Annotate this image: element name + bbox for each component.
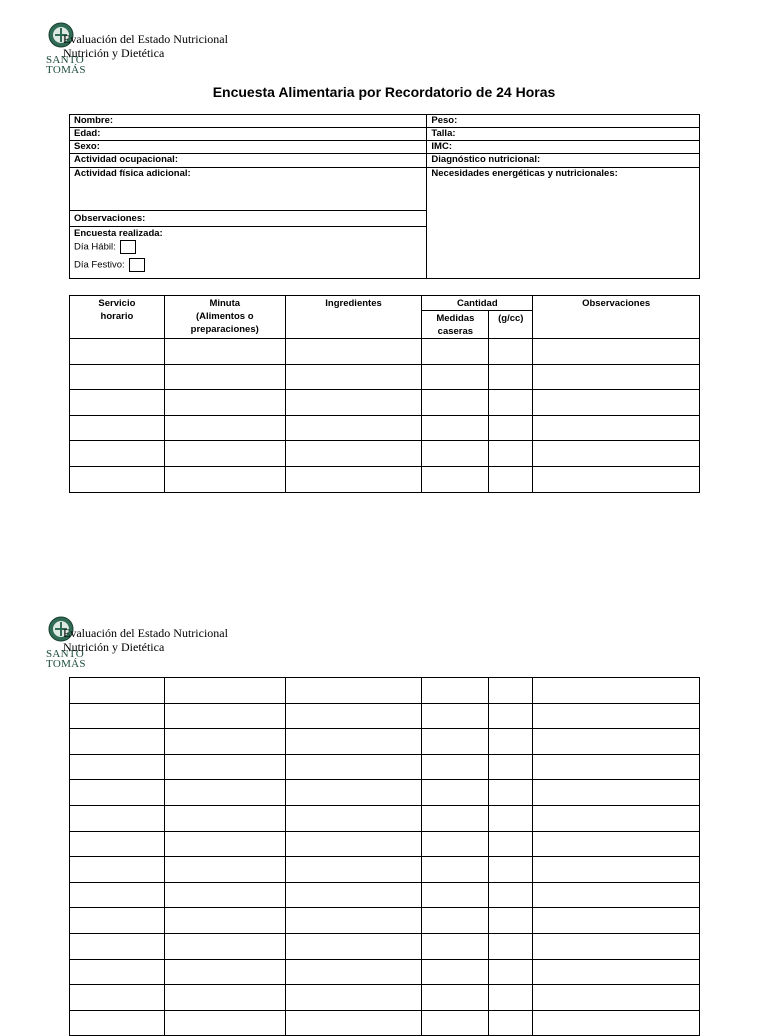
minuta-cell[interactable] <box>164 908 285 934</box>
medidas-cell[interactable] <box>422 908 489 934</box>
servicio-cell[interactable] <box>70 805 165 831</box>
observaciones-cell[interactable] <box>533 959 700 985</box>
logo-text-line2: TOMÁS <box>46 64 86 76</box>
observaciones-cell[interactable] <box>533 703 700 729</box>
observaciones-cell[interactable] <box>533 339 700 365</box>
servicio-cell[interactable] <box>70 959 165 985</box>
table-row <box>70 959 700 985</box>
ingredientes-cell[interactable] <box>285 1010 422 1036</box>
document-title: Encuesta Alimentaria por Recordatorio de 24 Horas <box>212 84 556 100</box>
medidas-cell[interactable] <box>422 882 489 908</box>
medidas-cell[interactable] <box>422 729 489 755</box>
servicio-cell[interactable] <box>70 364 165 390</box>
logo-text-line1: SANTO <box>46 648 84 660</box>
gcc-header: (g/cc) <box>489 311 533 339</box>
observaciones-cell[interactable] <box>533 441 700 467</box>
gcc-cell[interactable] <box>489 339 533 365</box>
observaciones-cell[interactable] <box>533 1010 700 1036</box>
intake-table-page2 <box>69 677 700 1036</box>
gcc-cell[interactable] <box>489 780 533 806</box>
gcc-cell[interactable] <box>489 1010 533 1036</box>
medidas-cell[interactable] <box>422 390 489 416</box>
gcc-cell[interactable] <box>489 754 533 780</box>
table-row <box>70 933 700 959</box>
servicio-cell[interactable] <box>70 703 165 729</box>
observaciones-cell[interactable] <box>533 857 700 883</box>
servicio-cell[interactable] <box>70 754 165 780</box>
ingredientes-cell[interactable] <box>285 466 422 492</box>
table-row <box>70 754 700 780</box>
intake-rows-page2 <box>70 678 700 1036</box>
minuta-cell[interactable] <box>164 780 285 806</box>
minuta-cell[interactable] <box>164 703 285 729</box>
servicio-cell[interactable] <box>70 780 165 806</box>
servicio-cell[interactable] <box>70 933 165 959</box>
institution-line1: Evaluación del Estado Nutricional <box>63 626 228 640</box>
logo-text-line1: SANTO <box>46 54 84 66</box>
medidas-cell[interactable] <box>422 780 489 806</box>
ingredientes-cell[interactable] <box>285 805 422 831</box>
servicio-cell[interactable] <box>70 729 165 755</box>
dia-festivo-label: Día Festivo: <box>74 259 125 271</box>
ingredientes-cell[interactable] <box>285 729 422 755</box>
minuta-cell[interactable] <box>164 678 285 704</box>
page2-header <box>46 616 306 668</box>
servicio-cell[interactable] <box>70 882 165 908</box>
medidas-cell[interactable] <box>422 678 489 704</box>
edad-field[interactable]: Edad: <box>70 128 427 141</box>
ingredientes-cell[interactable] <box>285 933 422 959</box>
intake-table-page1 <box>69 295 700 493</box>
institution-line2: Nutrición y Dietética <box>63 640 165 654</box>
servicio-cell[interactable] <box>70 857 165 883</box>
sexo-field[interactable]: Sexo: <box>70 141 427 154</box>
ingredientes-cell[interactable] <box>285 908 422 934</box>
minuta-cell[interactable] <box>164 390 285 416</box>
minuta-cell[interactable] <box>164 959 285 985</box>
ingredientes-cell[interactable] <box>285 390 422 416</box>
medidas-cell[interactable] <box>422 959 489 985</box>
minuta-cell[interactable] <box>164 882 285 908</box>
institution-line1: Evaluación del Estado Nutricional <box>63 32 228 46</box>
cantidad-header: Cantidad <box>422 296 533 311</box>
observaciones-header: Observaciones <box>533 296 700 339</box>
medidas-cell[interactable] <box>422 364 489 390</box>
observaciones-cell[interactable] <box>533 390 700 416</box>
minuta-cell[interactable] <box>164 339 285 365</box>
medidas-cell[interactable] <box>422 441 489 467</box>
medidas-cell[interactable] <box>422 831 489 857</box>
gcc-cell[interactable] <box>489 364 533 390</box>
gcc-cell[interactable] <box>489 466 533 492</box>
peso-field[interactable]: Peso: <box>427 115 700 128</box>
medidas-cell[interactable] <box>422 933 489 959</box>
table-row <box>70 415 700 441</box>
table-row <box>70 985 700 1011</box>
gcc-cell[interactable] <box>489 390 533 416</box>
observaciones-cell[interactable] <box>533 933 700 959</box>
gcc-cell[interactable] <box>489 882 533 908</box>
medidas-cell[interactable] <box>422 805 489 831</box>
ingredientes-cell[interactable] <box>285 441 422 467</box>
medidas-cell[interactable] <box>422 466 489 492</box>
table-row <box>70 364 700 390</box>
minuta-cell[interactable] <box>164 933 285 959</box>
nombre-field[interactable]: Nombre: <box>70 115 427 128</box>
gcc-cell[interactable] <box>489 415 533 441</box>
servicio-cell[interactable] <box>70 908 165 934</box>
medidas-cell[interactable] <box>422 703 489 729</box>
actividad-fisica-field[interactable]: Actividad física adicional: <box>70 168 427 211</box>
gcc-cell[interactable] <box>489 729 533 755</box>
minuta-cell[interactable] <box>164 1010 285 1036</box>
logo-text-line2: TOMÁS <box>46 658 86 670</box>
dia-habil-label: Día Hábil: <box>74 241 116 253</box>
minuta-cell[interactable] <box>164 754 285 780</box>
minuta-cell[interactable] <box>164 441 285 467</box>
medidas-cell[interactable] <box>422 415 489 441</box>
observaciones-cell[interactable] <box>533 466 700 492</box>
observaciones-cell[interactable] <box>533 754 700 780</box>
minuta-cell[interactable] <box>164 831 285 857</box>
intake-rows-page1 <box>70 339 700 493</box>
ingredientes-cell[interactable] <box>285 364 422 390</box>
table-row <box>70 441 700 467</box>
ingredientes-cell[interactable] <box>285 985 422 1011</box>
actividad-ocupacional-field[interactable]: Actividad ocupacional: <box>70 154 427 168</box>
table-row <box>70 1010 700 1036</box>
ingredientes-cell[interactable] <box>285 339 422 365</box>
observaciones-cell[interactable] <box>533 729 700 755</box>
ingredientes-cell[interactable] <box>285 678 422 704</box>
ingredientes-header: Ingredientes <box>285 296 422 339</box>
dia-festivo-checkbox[interactable] <box>129 258 145 272</box>
servicio-cell[interactable] <box>70 441 165 467</box>
table-row <box>70 882 700 908</box>
table-row <box>70 339 700 365</box>
necesidades-field[interactable]: Necesidades energéticas y nutricionales: <box>427 168 700 279</box>
ingredientes-cell[interactable] <box>285 754 422 780</box>
medidas-cell[interactable] <box>422 1010 489 1036</box>
ingredientes-cell[interactable] <box>285 703 422 729</box>
encuesta-realizada-label: Encuesta realizada: <box>74 228 163 239</box>
servicio-cell[interactable] <box>70 390 165 416</box>
ingredientes-cell[interactable] <box>285 415 422 441</box>
minuta-cell[interactable] <box>164 729 285 755</box>
servicio-cell[interactable] <box>70 831 165 857</box>
observaciones-cell[interactable] <box>533 882 700 908</box>
ingredientes-cell[interactable] <box>285 882 422 908</box>
ingredientes-cell[interactable] <box>285 831 422 857</box>
minuta-cell[interactable] <box>164 985 285 1011</box>
table-row <box>70 857 700 883</box>
ingredientes-cell[interactable] <box>285 959 422 985</box>
medidas-cell[interactable] <box>422 339 489 365</box>
observaciones-cell[interactable] <box>533 985 700 1011</box>
table-row <box>70 678 700 704</box>
servicio-horario-header: Servicio horario <box>70 296 165 339</box>
gcc-cell[interactable] <box>489 985 533 1011</box>
diagnostico-field[interactable]: Diagnóstico nutricional: <box>427 154 700 168</box>
minuta-cell[interactable] <box>164 857 285 883</box>
gcc-cell[interactable] <box>489 959 533 985</box>
observaciones-cell[interactable] <box>533 364 700 390</box>
patient-info-table <box>69 114 700 279</box>
minuta-cell[interactable] <box>164 466 285 492</box>
servicio-cell[interactable] <box>70 415 165 441</box>
table-row <box>70 908 700 934</box>
table-row <box>70 729 700 755</box>
observaciones-cell[interactable] <box>533 678 700 704</box>
servicio-cell[interactable] <box>70 1010 165 1036</box>
institution-line2: Nutrición y Dietética <box>63 46 165 60</box>
medidas-caseras-header: Medidas caseras <box>422 311 489 339</box>
gcc-cell[interactable] <box>489 857 533 883</box>
gcc-cell[interactable] <box>489 703 533 729</box>
gcc-cell[interactable] <box>489 805 533 831</box>
minuta-cell[interactable] <box>164 805 285 831</box>
table-row <box>70 780 700 806</box>
minuta-header: Minuta (Alimentos o preparaciones) <box>164 296 285 339</box>
observaciones-field[interactable]: Observaciones: <box>70 211 427 227</box>
gcc-cell[interactable] <box>489 933 533 959</box>
ingredientes-cell[interactable] <box>285 780 422 806</box>
observaciones-cell[interactable] <box>533 415 700 441</box>
medidas-cell[interactable] <box>422 857 489 883</box>
servicio-cell[interactable] <box>70 678 165 704</box>
gcc-cell[interactable] <box>489 441 533 467</box>
imc-field[interactable]: IMC: <box>427 141 700 154</box>
gcc-cell[interactable] <box>489 908 533 934</box>
gcc-cell[interactable] <box>489 831 533 857</box>
medidas-cell[interactable] <box>422 985 489 1011</box>
minuta-cell[interactable] <box>164 415 285 441</box>
table-row <box>70 805 700 831</box>
observaciones-cell[interactable] <box>533 805 700 831</box>
table-row <box>70 703 700 729</box>
observaciones-cell[interactable] <box>533 780 700 806</box>
encuesta-realizada-cell <box>70 227 427 279</box>
ingredientes-cell[interactable] <box>285 857 422 883</box>
servicio-cell[interactable] <box>70 339 165 365</box>
servicio-cell[interactable] <box>70 985 165 1011</box>
talla-field[interactable]: Talla: <box>427 128 700 141</box>
table-row <box>70 390 700 416</box>
minuta-cell[interactable] <box>164 364 285 390</box>
page1-header <box>46 22 306 74</box>
observaciones-cell[interactable] <box>533 831 700 857</box>
servicio-cell[interactable] <box>70 466 165 492</box>
observaciones-cell[interactable] <box>533 908 700 934</box>
dia-habil-checkbox[interactable] <box>120 240 136 254</box>
table-row <box>70 466 700 492</box>
table-row <box>70 831 700 857</box>
gcc-cell[interactable] <box>489 678 533 704</box>
medidas-cell[interactable] <box>422 754 489 780</box>
